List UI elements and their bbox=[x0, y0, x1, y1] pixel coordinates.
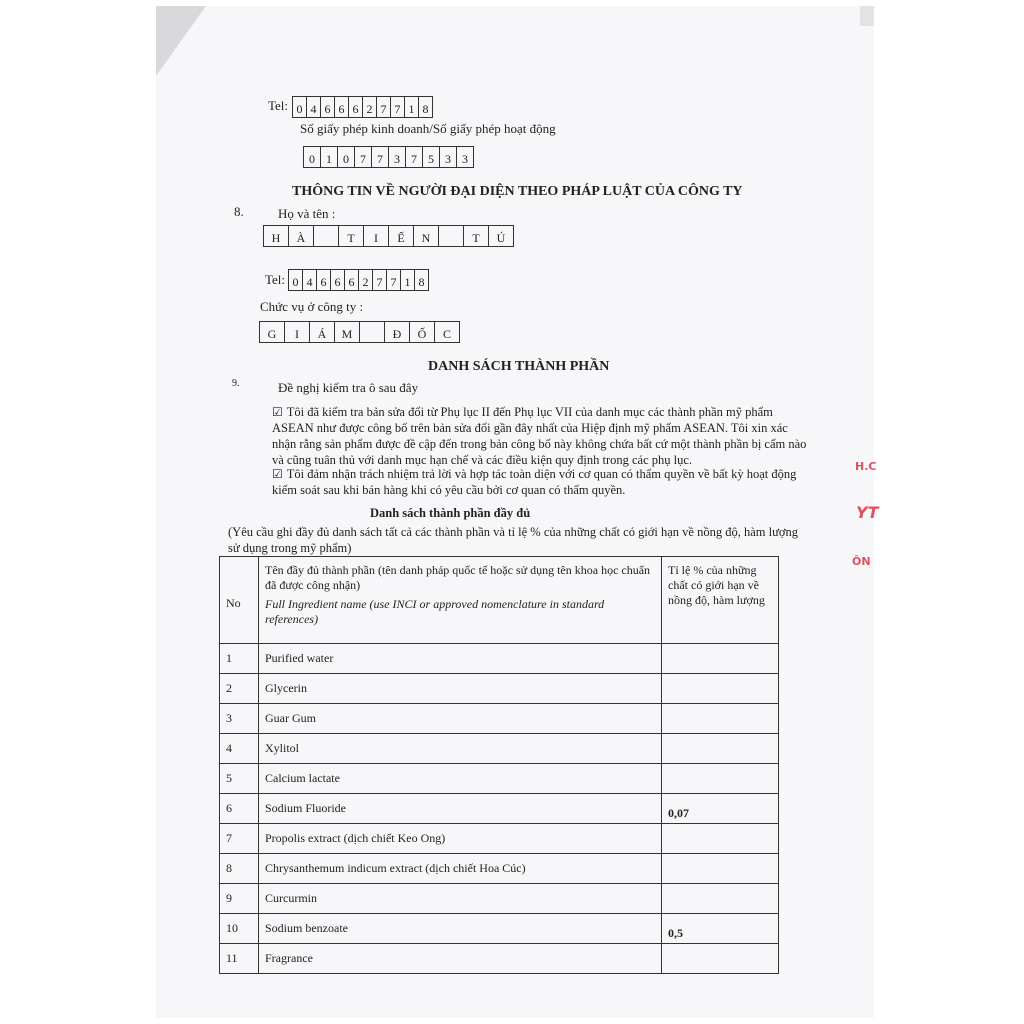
cell-pct bbox=[662, 854, 779, 884]
name-label: Họ và tên : bbox=[278, 206, 336, 221]
table-row bbox=[220, 944, 779, 974]
cell-pct bbox=[662, 884, 779, 914]
char-box: Á bbox=[310, 322, 335, 342]
char-box: G bbox=[260, 322, 285, 342]
col-name-en: Full Ingredient name (use INCI or approved nomenclature in standard references) bbox=[265, 597, 605, 626]
cell-no: 4 bbox=[220, 734, 259, 764]
table-row bbox=[220, 914, 779, 944]
stamp-fragment-2: YT bbox=[856, 503, 879, 522]
cell-no: 9 bbox=[220, 884, 259, 914]
col-pct-header: Tỉ lệ % của những chất có giới hạn về nồng độ, hàm lượng bbox=[662, 557, 779, 644]
cell-name: Xylitol bbox=[259, 734, 662, 764]
char-box: 2 bbox=[359, 270, 373, 290]
cell-pct bbox=[662, 704, 779, 734]
char-box: 7 bbox=[373, 270, 387, 290]
tel-label-1: Tel: bbox=[268, 98, 289, 113]
char-box: 0 bbox=[338, 147, 355, 167]
char-box: 0 bbox=[293, 97, 307, 117]
char-box: 6 bbox=[335, 97, 349, 117]
char-box: À bbox=[289, 226, 314, 246]
char-box: 6 bbox=[345, 270, 359, 290]
cell-pct bbox=[662, 644, 779, 674]
page-edge-shadow bbox=[860, 6, 874, 26]
rep-section-title: THÔNG TIN VỀ NGƯỜI ĐẠI DIỆN THEO PHÁP LUẬT CỦA CÔNG TY bbox=[292, 184, 743, 199]
cell-name: Guar Gum bbox=[259, 704, 662, 734]
table-row bbox=[220, 644, 779, 674]
cell-pct bbox=[662, 824, 779, 854]
table-row bbox=[220, 794, 779, 824]
char-box: C bbox=[442, 327, 451, 341]
cell-name: Propolis extract (dịch chiết Keo Ong) bbox=[259, 824, 662, 854]
full-list-note: (Yêu cầu ghi đầy đủ danh sách tất cả các thành phần và tỉ lệ % của những chất có giới hạn về nồng độ, hàm lượng sử dụng trong mỹ phẩm) bbox=[228, 525, 798, 555]
char-box: 5 bbox=[423, 147, 440, 167]
check-request: Đề nghị kiểm tra ô sau đây bbox=[278, 380, 419, 395]
cell-pct bbox=[662, 674, 779, 704]
cell-name: Sodium benzoate bbox=[259, 914, 662, 944]
char-box bbox=[439, 226, 464, 246]
char-box: Đ bbox=[385, 322, 410, 342]
cell-name: Purified water bbox=[259, 644, 662, 674]
stamp-fragment-1: H.C bbox=[855, 460, 877, 473]
cell-pct bbox=[662, 944, 779, 974]
char-box: 7 bbox=[406, 147, 423, 167]
col-name-vi: Tên đầy đủ thành phần (tên danh pháp quốc tế hoặc sử dụng tên khoa học chuẩn đã được công nhận) bbox=[265, 563, 651, 592]
char-box: 3 bbox=[462, 152, 468, 166]
char-box: 1 bbox=[321, 147, 338, 167]
char-box: Ố bbox=[410, 322, 435, 342]
char-box: 4 bbox=[303, 270, 317, 290]
cell-no: 3 bbox=[220, 704, 259, 734]
ingredients-table bbox=[219, 556, 779, 974]
full-list-title: Danh sách thành phần đầy đủ bbox=[370, 506, 531, 520]
table-row bbox=[220, 704, 779, 734]
char-box: 8 bbox=[422, 102, 429, 116]
char-box: 7 bbox=[391, 97, 405, 117]
cell-no: 6 bbox=[220, 794, 259, 824]
folded-corner bbox=[156, 6, 206, 76]
table-header-row bbox=[220, 557, 779, 644]
col-name-header bbox=[259, 557, 662, 644]
cell-no: 8 bbox=[220, 854, 259, 884]
checked-box-icon: ☑ bbox=[272, 405, 283, 419]
cell-name: Curcurmin bbox=[259, 884, 662, 914]
cell-name: Fragrance bbox=[259, 944, 662, 974]
char-box: M bbox=[335, 322, 360, 342]
char-box: Ú bbox=[496, 231, 506, 245]
table-row bbox=[220, 674, 779, 704]
check-2-paragraph bbox=[272, 466, 808, 498]
char-box: I bbox=[364, 226, 389, 246]
char-box bbox=[314, 226, 339, 246]
checked-box-icon: ☑ bbox=[272, 467, 283, 481]
table-row bbox=[220, 764, 779, 794]
char-box: N bbox=[414, 226, 439, 246]
char-box: 4 bbox=[307, 97, 321, 117]
license-label: Số giấy phép kinh doanh/Số giấy phép hoạt động bbox=[300, 121, 556, 136]
char-box: 0 bbox=[289, 270, 303, 290]
char-box: 8 bbox=[418, 275, 425, 289]
cell-no: 1 bbox=[220, 644, 259, 674]
license-digit-boxes bbox=[303, 146, 474, 168]
char-box: 6 bbox=[331, 270, 345, 290]
table-row bbox=[220, 824, 779, 854]
cell-no: 7 bbox=[220, 824, 259, 854]
char-box: 7 bbox=[377, 97, 391, 117]
name-letter-boxes bbox=[263, 225, 514, 247]
tel-digit-boxes-1 bbox=[292, 96, 433, 118]
section-9-number: 9. bbox=[232, 378, 240, 389]
char-box: 6 bbox=[321, 97, 335, 117]
char-box: 6 bbox=[317, 270, 331, 290]
col-no-header: No bbox=[220, 557, 259, 644]
char-box: 6 bbox=[349, 97, 363, 117]
table-row bbox=[220, 854, 779, 884]
char-box: T bbox=[339, 226, 364, 246]
char-box: H bbox=[264, 226, 289, 246]
char-box: T bbox=[464, 226, 489, 246]
char-box: 1 bbox=[405, 97, 419, 117]
char-box: Ế bbox=[389, 226, 414, 246]
char-box: I bbox=[285, 322, 310, 342]
char-box: 7 bbox=[387, 270, 401, 290]
cell-name: Glycerin bbox=[259, 674, 662, 704]
check-2-text: Tôi đảm nhận trách nhiệm trả lời và hợp tác toàn diện với cơ quan có thẩm quyền về bất kỳ hoạt động kiểm soát sau khi bán hàng khi có yêu cầu bởi cơ quan có thẩm quyền. bbox=[272, 467, 797, 497]
cell-no: 11 bbox=[220, 944, 259, 974]
char-box: 3 bbox=[389, 147, 406, 167]
cell-no: 2 bbox=[220, 674, 259, 704]
tel-label-2: Tel: bbox=[265, 272, 286, 287]
position-label: Chức vụ ở công ty : bbox=[260, 299, 364, 314]
cell-pct: 0,5 bbox=[662, 914, 779, 944]
char-box bbox=[360, 322, 385, 342]
cell-name: Calcium lactate bbox=[259, 764, 662, 794]
ingredients-title: DANH SÁCH THÀNH PHẦN bbox=[428, 359, 610, 374]
cell-name: Chrysanthemum indicum extract (dịch chiết Hoa Cúc) bbox=[259, 854, 662, 884]
table-row bbox=[220, 734, 779, 764]
check-1-text: Tôi đã kiểm tra bản sửa đổi từ Phụ lục II đến Phụ lục VII của danh mục các thành phần mỹ phẩm ASEAN như được công bố trên bản sửa đổi gần đây nhất của Hiệp định mỹ phẩm ASEAN. Tôi xin xác nhận rằng sản phẩm được đề cập đến trong bản công bố này không chứa bất cứ một thành phần bị cấm nào và cũng tuân thủ với danh mục hạn chế và các điều kiện quy định trong các phụ lục. bbox=[272, 405, 807, 467]
stamp-fragment-3: ÔN bbox=[852, 555, 871, 568]
char-box: 0 bbox=[304, 147, 321, 167]
char-box: 2 bbox=[363, 97, 377, 117]
char-box: 1 bbox=[401, 270, 415, 290]
table-row bbox=[220, 884, 779, 914]
cell-no: 10 bbox=[220, 914, 259, 944]
rep-number: 8. bbox=[234, 204, 244, 219]
char-box: 7 bbox=[372, 147, 389, 167]
tel-digit-boxes-2 bbox=[288, 269, 429, 291]
cell-pct: 0,07 bbox=[662, 794, 779, 824]
check-1-paragraph bbox=[272, 404, 808, 468]
position-letter-boxes bbox=[259, 321, 460, 343]
cell-pct bbox=[662, 764, 779, 794]
char-box: 3 bbox=[440, 147, 457, 167]
cell-pct bbox=[662, 734, 779, 764]
cell-no: 5 bbox=[220, 764, 259, 794]
cell-name: Sodium Fluoride bbox=[259, 794, 662, 824]
char-box: 7 bbox=[355, 147, 372, 167]
